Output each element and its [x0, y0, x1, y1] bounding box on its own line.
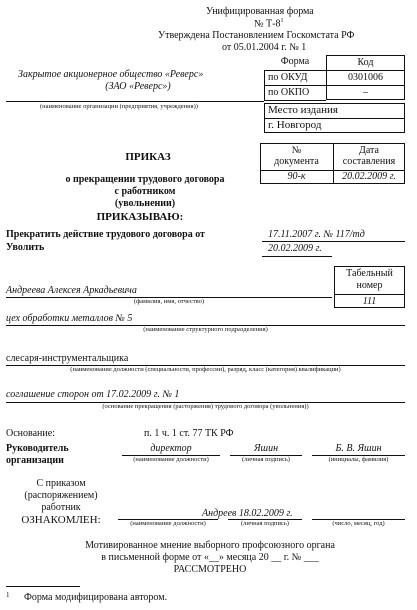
doc-date-label-2: составления	[342, 156, 396, 167]
head-name-caption: (инициалы, фамилия)	[328, 456, 389, 463]
position-caption: (наименование должности (специальности, профессии), разряд, класс (категория) квалификации)	[70, 366, 341, 373]
organization-caption: (наименование организации (предприятия, учреждения))	[40, 103, 198, 110]
basis-value: п. 1 ч. 1 ст. 77 ТК РФ	[144, 428, 234, 439]
division-caption: (наименование структурного подразделения)	[143, 326, 268, 333]
tabel-value: 111	[362, 296, 377, 307]
order-subtitle-2: с работником	[114, 186, 176, 197]
acquainted-position-caption: (наименование должности)	[130, 520, 206, 527]
employee-caption: (фамилия, имя, отчество)	[133, 298, 205, 305]
acquainted-line3: работник	[41, 502, 81, 513]
grounds-doc-value: соглашение сторон от 17.02.2009 г. № 1	[6, 389, 180, 400]
basis-label: Основание:	[6, 428, 55, 439]
position-value: слесаря-инструментальщика	[6, 353, 129, 364]
organization-name: Закрытое акционерное общество «Реверс»	[18, 69, 204, 80]
head-signature-caption: (личная подпись)	[242, 456, 290, 463]
union-line1: Мотивированное мнение выборного профсоюзного органа	[85, 540, 335, 551]
forma-label: Форма	[280, 56, 310, 67]
order-subtitle-3: (увольнении)	[114, 198, 176, 209]
doc-date-label: Дата	[359, 145, 379, 156]
dismiss-value: 20.02.2009 г.	[268, 243, 322, 254]
place-value: г. Новгород	[268, 119, 322, 131]
tabel-label-2: номер	[356, 280, 383, 291]
okud-label: по ОКУД	[268, 72, 308, 83]
terminate-value: 17.11.2007 г. № 117/тд	[268, 229, 365, 240]
footnote-ref: 1	[280, 18, 284, 24]
dismiss-label: Уволить	[6, 242, 45, 253]
head-name: Б. В. Яшин	[335, 443, 382, 454]
union-line3: РАССМОТРЕНО	[173, 564, 247, 575]
division-value: цех обработки металлов № 5	[6, 313, 133, 324]
organization-short-name: (ЗАО «Реверс»)	[105, 81, 171, 92]
acquainted-value: Андреев 18.02.2009 г.	[202, 508, 293, 519]
grounds-doc-caption: (основание прекращения (расторжения) трудового договора (увольнения))	[102, 403, 309, 410]
kod-label: Код	[357, 57, 374, 68]
place-label: Место издания	[268, 104, 338, 116]
tabel-label: Табельный	[346, 268, 393, 279]
form-header-number	[254, 18, 283, 29]
form-number: № Т-8	[254, 18, 281, 30]
head-label: Руководитель	[6, 443, 69, 454]
doc-number-label-2: документа	[274, 156, 319, 167]
acquainted-signature-caption: (личная подпись)	[241, 520, 289, 527]
acquainted-date-caption: (число, месяц, год)	[332, 520, 385, 527]
order-subtitle-1: о прекращении трудового договора	[65, 174, 225, 185]
head-position: директор	[150, 443, 192, 454]
form-header-line3: Утверждена Постановлением Госкомстата РФ	[158, 30, 355, 41]
acquainted-line4: ОЗНАКОМЛЕН:	[21, 514, 101, 526]
form-header-line1: Унифицированная форма	[206, 6, 314, 17]
terminate-label: Прекратить действие трудового договора от	[6, 229, 205, 240]
doc-number-label: №	[291, 145, 302, 156]
order-title: ПРИКАЗ	[125, 151, 171, 163]
prikazyvayu-heading: ПРИКАЗЫВАЮ:	[96, 211, 184, 223]
employee-name: Андреева Алексея Аркадьевича	[6, 285, 137, 296]
union-line2: в письменной форме от «__» месяца 20 __ г. № ___	[101, 552, 319, 563]
acquainted-line1: С приказом	[36, 478, 86, 489]
footnote-text: Форма модифицирована автором.	[24, 592, 168, 603]
head-signature: Яшин	[253, 443, 279, 454]
form-header-line4: от 05.01.2004 г. № 1	[222, 42, 307, 53]
acquainted-line2: (распоряжением)	[24, 490, 98, 501]
doc-date-value: 20.02.2009 г.	[342, 171, 396, 182]
head-label-2: организации	[6, 455, 64, 466]
footnote-mark: 1	[6, 591, 10, 599]
head-position-caption: (наименование должности)	[133, 456, 209, 463]
okpo-value: –	[363, 87, 368, 98]
okud-value: 0301006	[348, 72, 383, 83]
doc-number-value: 90-к	[287, 171, 306, 182]
okpo-label: по ОКПО	[268, 87, 310, 98]
